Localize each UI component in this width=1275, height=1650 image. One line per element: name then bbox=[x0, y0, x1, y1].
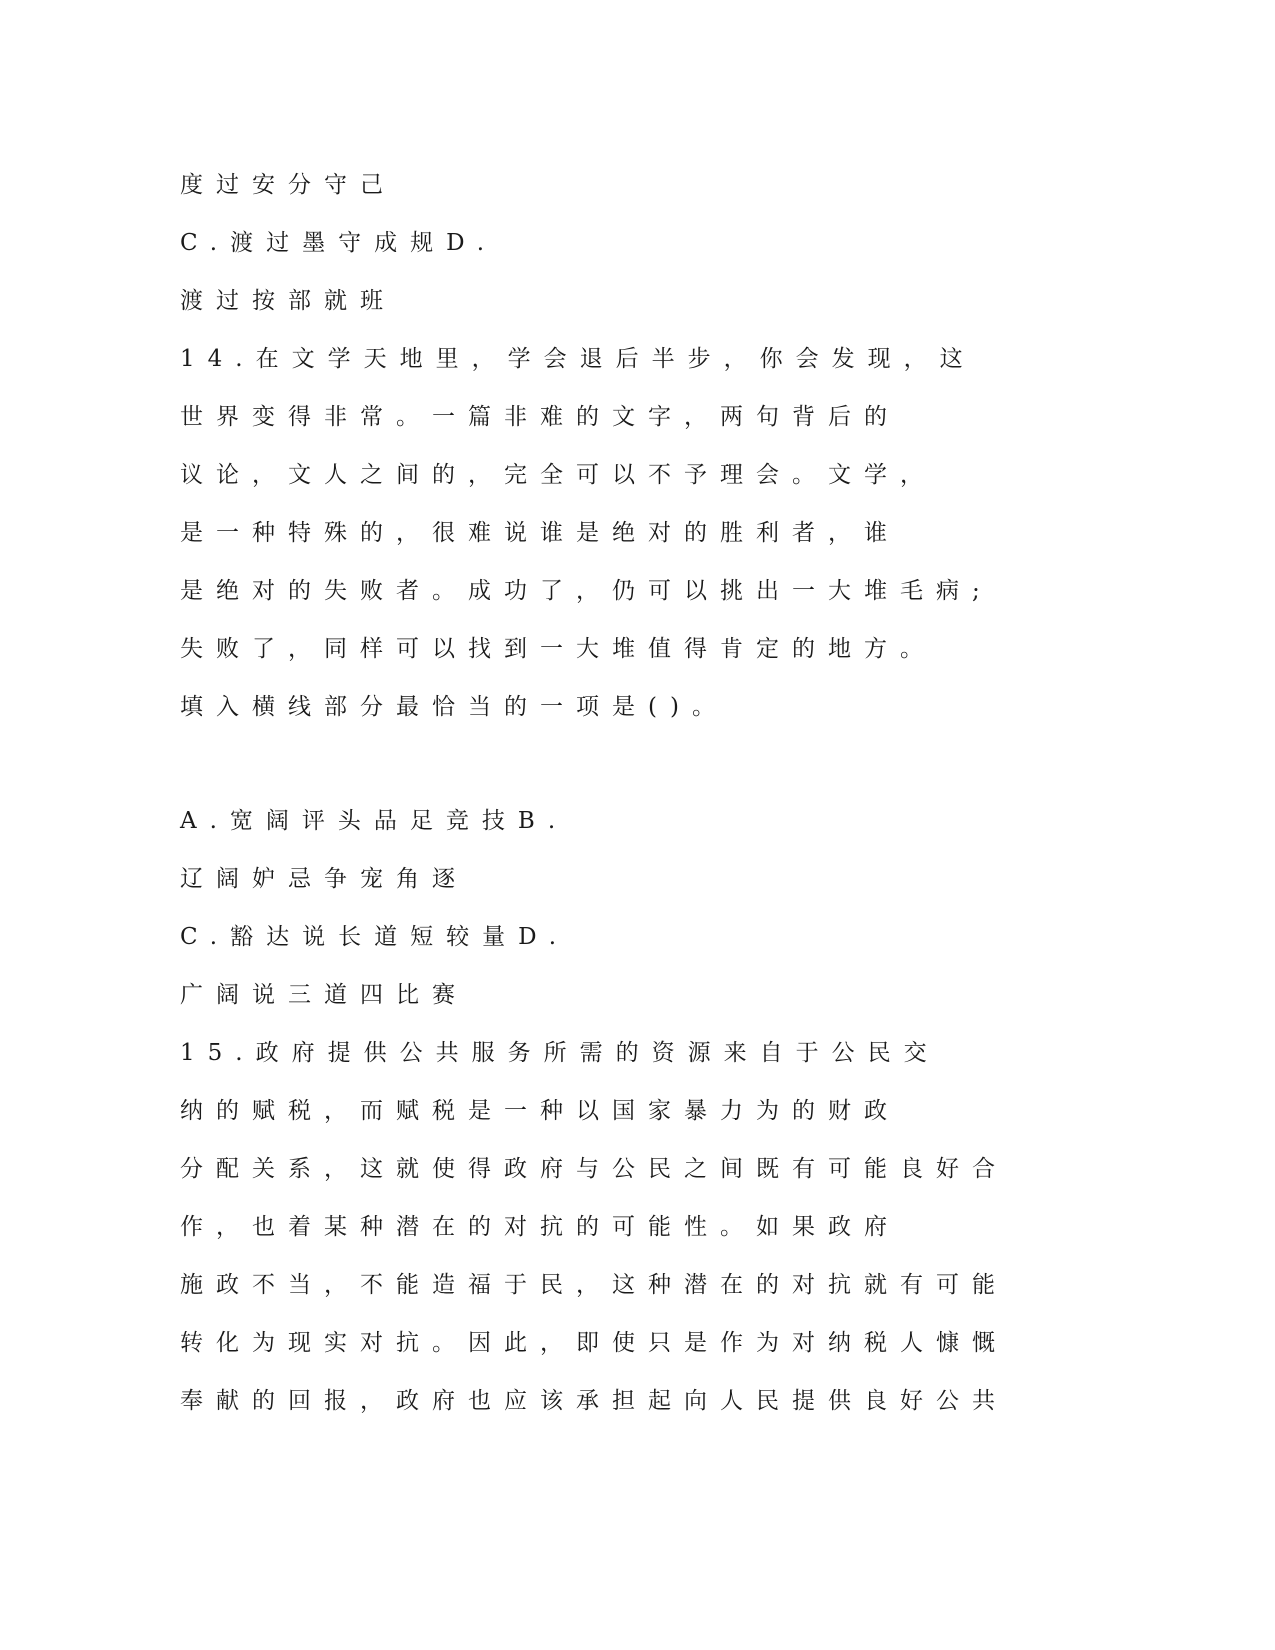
question-14-prompt: 填入横线部分最恰当的一项是()。 bbox=[180, 694, 728, 720]
text-line-2: C.渡过墨守成规D. bbox=[180, 230, 498, 256]
text-line-3: 渡过按部就班 bbox=[180, 288, 396, 314]
question-15-line-4: 作，也着某种潜在的对抗的可能性。如果政府 bbox=[180, 1214, 900, 1240]
question-14-line-1: 14.在文学天地里，学会退后半步，你会发现，这 bbox=[180, 346, 976, 372]
option-d-text: 广阔说三道四比赛 bbox=[180, 982, 468, 1008]
question-15-line-6: 转化为现实对抗。因此，即使只是作为对纳税人慷慨 bbox=[180, 1330, 1008, 1356]
text-line-1: 度过安分守己 bbox=[180, 172, 396, 198]
question-15-line-3: 分配关系，这就使得政府与公民之间既有可能良好合 bbox=[180, 1156, 1008, 1182]
question-14-line-2: 世界变得非常。一篇非难的文字，两句背后的 bbox=[180, 404, 900, 430]
question-15-line-5: 施政不当，不能造福于民，这种潜在的对抗就有可能 bbox=[180, 1272, 1008, 1298]
question-15-line-2: 纳的赋税，而赋税是一种以国家暴力为的财政 bbox=[180, 1098, 900, 1124]
question-14-line-3: 议论，文人之间的，完全可以不予理会。文学， bbox=[180, 462, 936, 488]
question-15-line-7: 奉献的回报，政府也应该承担起向人民提供良好公共 bbox=[180, 1388, 1008, 1414]
question-15-line-1: 15.政府提供公共服务所需的资源来自于公民交 bbox=[180, 1040, 940, 1066]
option-b-text: 辽阔妒忌争宠角逐 bbox=[180, 866, 468, 892]
option-c-d: C.豁达说长道短较量D. bbox=[180, 924, 570, 950]
question-14-line-4: 是一种特殊的，很难说谁是绝对的胜利者，谁 bbox=[180, 520, 900, 546]
option-a-b: A.宽阔评头品足竞技B. bbox=[180, 808, 569, 834]
question-14-line-6: 失败了，同样可以找到一大堆值得肯定的地方。 bbox=[180, 636, 936, 662]
question-14-line-5: 是绝对的失败者。成功了，仍可以挑出一大堆毛病; bbox=[180, 578, 993, 604]
